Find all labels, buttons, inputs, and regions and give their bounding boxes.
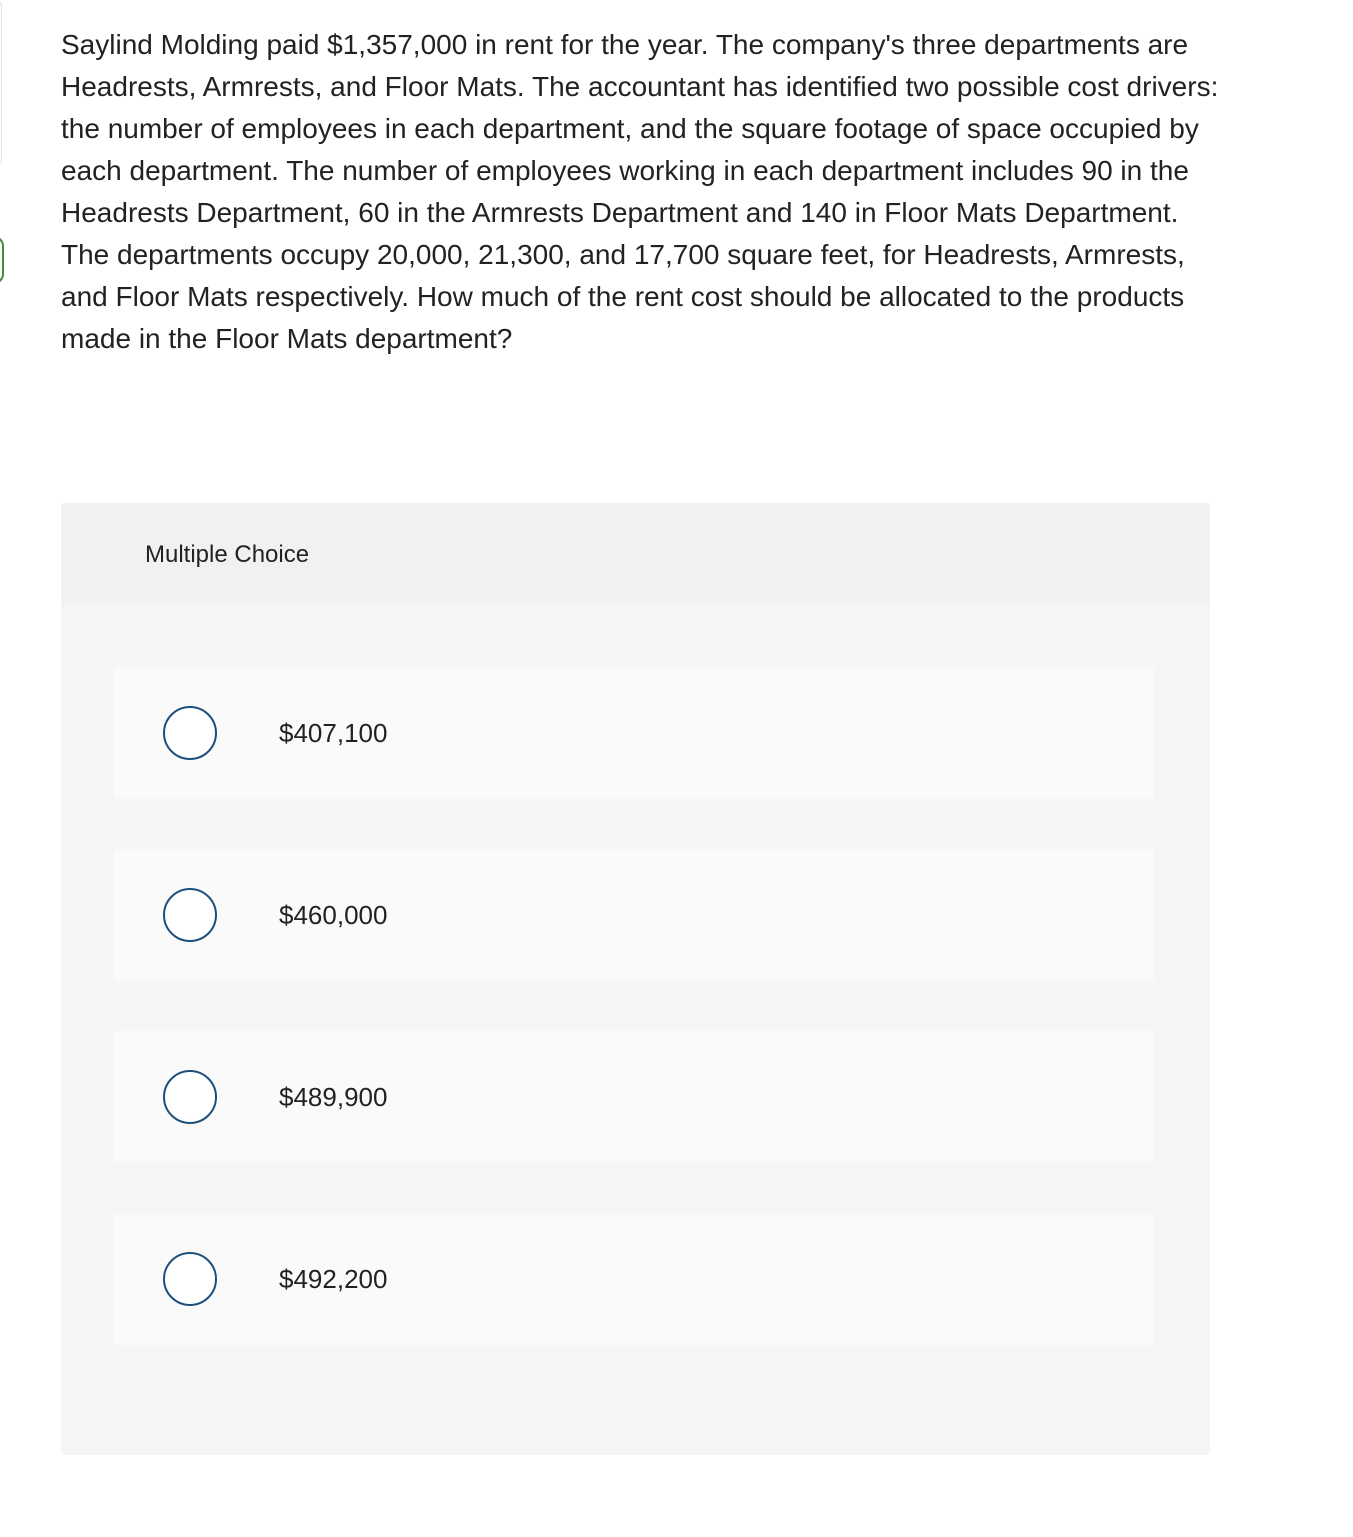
radio-button[interactable] [163, 1070, 217, 1124]
multiple-choice-header [61, 503, 1210, 603]
left-edge-marker [0, 236, 4, 284]
radio-button[interactable] [163, 888, 217, 942]
multiple-choice-heading: Multiple Choice [145, 541, 310, 568]
choice-option-c[interactable] [113, 1031, 1154, 1163]
choice-label: $460,000 [279, 900, 388, 930]
choice-option-b[interactable] [113, 849, 1154, 981]
choice-option-d[interactable] [113, 1213, 1154, 1345]
radio-button[interactable] [163, 706, 217, 760]
choice-label: $489,900 [279, 1082, 388, 1112]
left-edge-frame [0, 0, 2, 166]
choice-option-a[interactable] [113, 667, 1154, 799]
radio-button[interactable] [163, 1252, 217, 1306]
choice-label: $407,100 [279, 718, 388, 748]
question-text: Saylind Molding paid $1,357,000 in rent for the year. The company's three departments are Headrests, Armrests, and Floor Mats. The accountant has identified two possible cost drivers: the number of employees in each department, and the square footage of space occupied by each department. The number of employees working in each department includes 90 in the Headrests Department, 60 in the Armrests Department and 140 in Floor Mats Department. The departments occupy 20,000, 21,300, and 17,700 square feet, for Headrests, Armrests, and Floor Mats respectively. How much of the rent cost should be allocated to the products made in the Floor Mats department? [61, 29, 1219, 354]
choice-label: $492,200 [279, 1264, 388, 1294]
multiple-choice-panel [61, 503, 1210, 1455]
